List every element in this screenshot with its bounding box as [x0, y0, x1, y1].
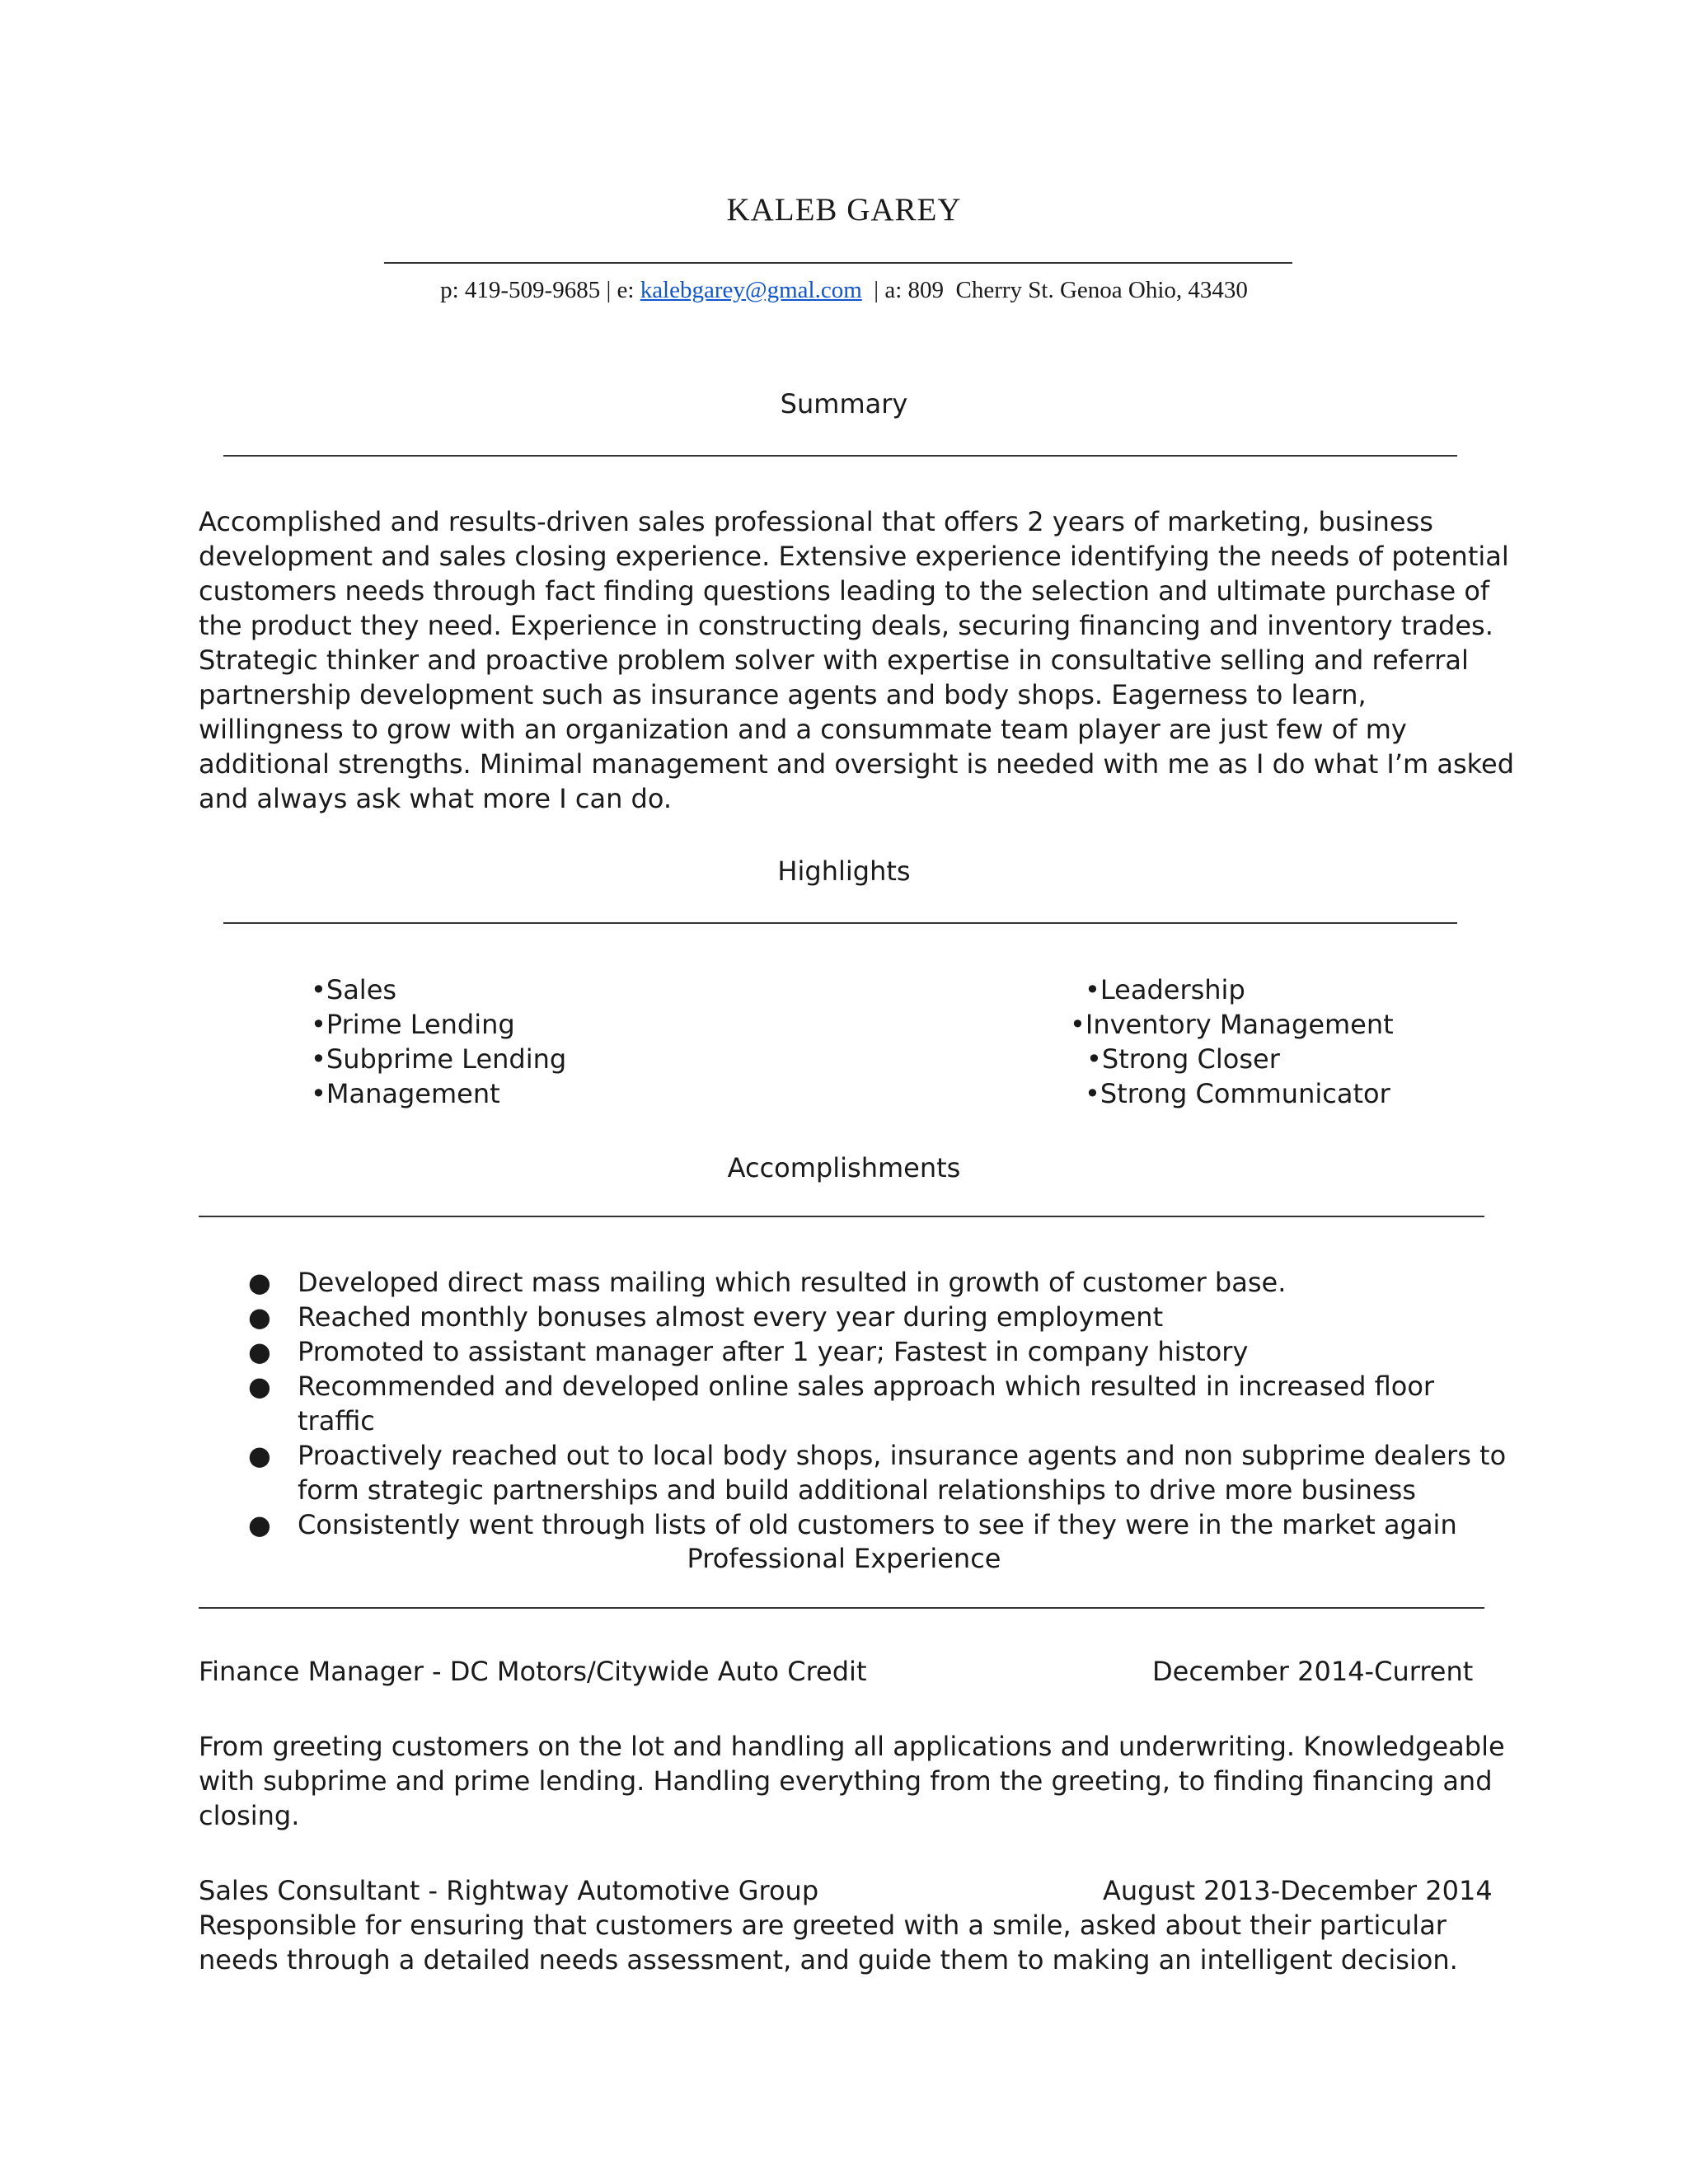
- list-item: [199, 1369, 1517, 1438]
- bullet-icon: ●: [248, 1440, 271, 1471]
- email-link[interactable]: kalebgarey@gmal.com: [640, 277, 862, 303]
- contact-phone: p: 419-509-9685 | e:: [440, 277, 640, 303]
- candidate-name: KALEB GAREY: [726, 192, 962, 227]
- experience-divider: [199, 1607, 1484, 1609]
- highlight-item: •Sales: [311, 974, 397, 1005]
- job-dates: August 2013-December 2014: [1103, 1875, 1493, 1906]
- accomplishments-heading: Accomplishments: [727, 1152, 961, 1183]
- list-item: [199, 1300, 1517, 1334]
- job-title: Finance Manager - DC Motors/Citywide Auto Credit: [199, 1656, 867, 1687]
- accomplishments-list: [199, 1265, 1517, 1542]
- bullet-icon: ●: [248, 1267, 271, 1298]
- bullet-icon: ●: [248, 1371, 271, 1402]
- job-description: From greeting customers on the lot and handling all applications and underwriting. Knowledgeable with subprime and prime lending. Handling everything from the greeting, to finding financing and closing.: [199, 1731, 1505, 1831]
- header-divider: [384, 262, 1292, 264]
- summary-text: Accomplished and results-driven sales professional that offers 2 years of marketing, business development and sales closing experience. Extensive experience identifying the needs of potential customers needs through fact finding questions leading to the selection and ultimate purchase of the product they need. Experience in constructing deals, securing financing and inventory trades. Strategic thinker and proactive problem solver with expertise in consultative selling and referral partnership development such as insurance agents and body shops. Eagerness to learn, willingness to grow with an organization and a consummate team player are just few of my additional strengths. Minimal management and oversight is needed with me as I do what I’m asked and always ask what more I can do.: [199, 506, 1515, 814]
- highlight-item: •Strong Closer: [1086, 1043, 1280, 1075]
- highlight-item: •Management: [311, 1078, 500, 1109]
- bullet-icon: ●: [248, 1301, 271, 1333]
- highlight-item: •Subprime Lending: [311, 1043, 567, 1075]
- summary-heading: Summary: [780, 388, 908, 419]
- experience-heading: Professional Experience: [687, 1543, 1001, 1574]
- list-item: [199, 1438, 1517, 1507]
- list-item: [199, 1507, 1517, 1542]
- bullet-icon: ●: [248, 1509, 271, 1540]
- list-item-text: Recommended and developed online sales approach which resulted in increased floor traffic: [298, 1371, 1435, 1436]
- list-item-text: Proactively reached out to local body shops, insurance agents and non subprime dealers to form strategic partnerships and build additional relationships to drive more business: [298, 1440, 1507, 1506]
- highlight-item: •Inventory Management: [1070, 1009, 1394, 1040]
- highlight-item: •Prime Lending: [311, 1009, 515, 1040]
- contact-line: [0, 277, 1688, 304]
- contact-address: | a: 809 Cherry St. Genoa Ohio, 43430: [861, 277, 1248, 303]
- summary-divider: [223, 455, 1457, 457]
- list-item-text: Consistently went through lists of old customers to see if they were in the market again: [298, 1509, 1457, 1540]
- job-title: Sales Consultant - Rightway Automotive Group: [199, 1875, 819, 1906]
- highlight-item: •Leadership: [1085, 974, 1245, 1005]
- bullet-icon: ●: [248, 1336, 271, 1367]
- list-item-text: Reached monthly bonuses almost every year during employment: [298, 1301, 1164, 1333]
- highlight-item: •Strong Communicator: [1085, 1078, 1390, 1109]
- accomplishments-divider: [199, 1216, 1484, 1217]
- list-item-text: Developed direct mass mailing which resulted in growth of customer base.: [298, 1267, 1287, 1298]
- list-item-text: Promoted to assistant manager after 1 year; Fastest in company history: [298, 1336, 1249, 1367]
- job-description: Responsible for ensuring that customers are greeted with a smile, asked about their particular needs through a detailed needs assessment, and guide them to making an intelligent decision.: [199, 1910, 1458, 1975]
- job-dates: December 2014-Current: [1152, 1656, 1474, 1687]
- highlights-divider: [223, 922, 1457, 924]
- list-item: [199, 1265, 1517, 1300]
- highlights-heading: Highlights: [777, 855, 911, 887]
- list-item: [199, 1334, 1517, 1369]
